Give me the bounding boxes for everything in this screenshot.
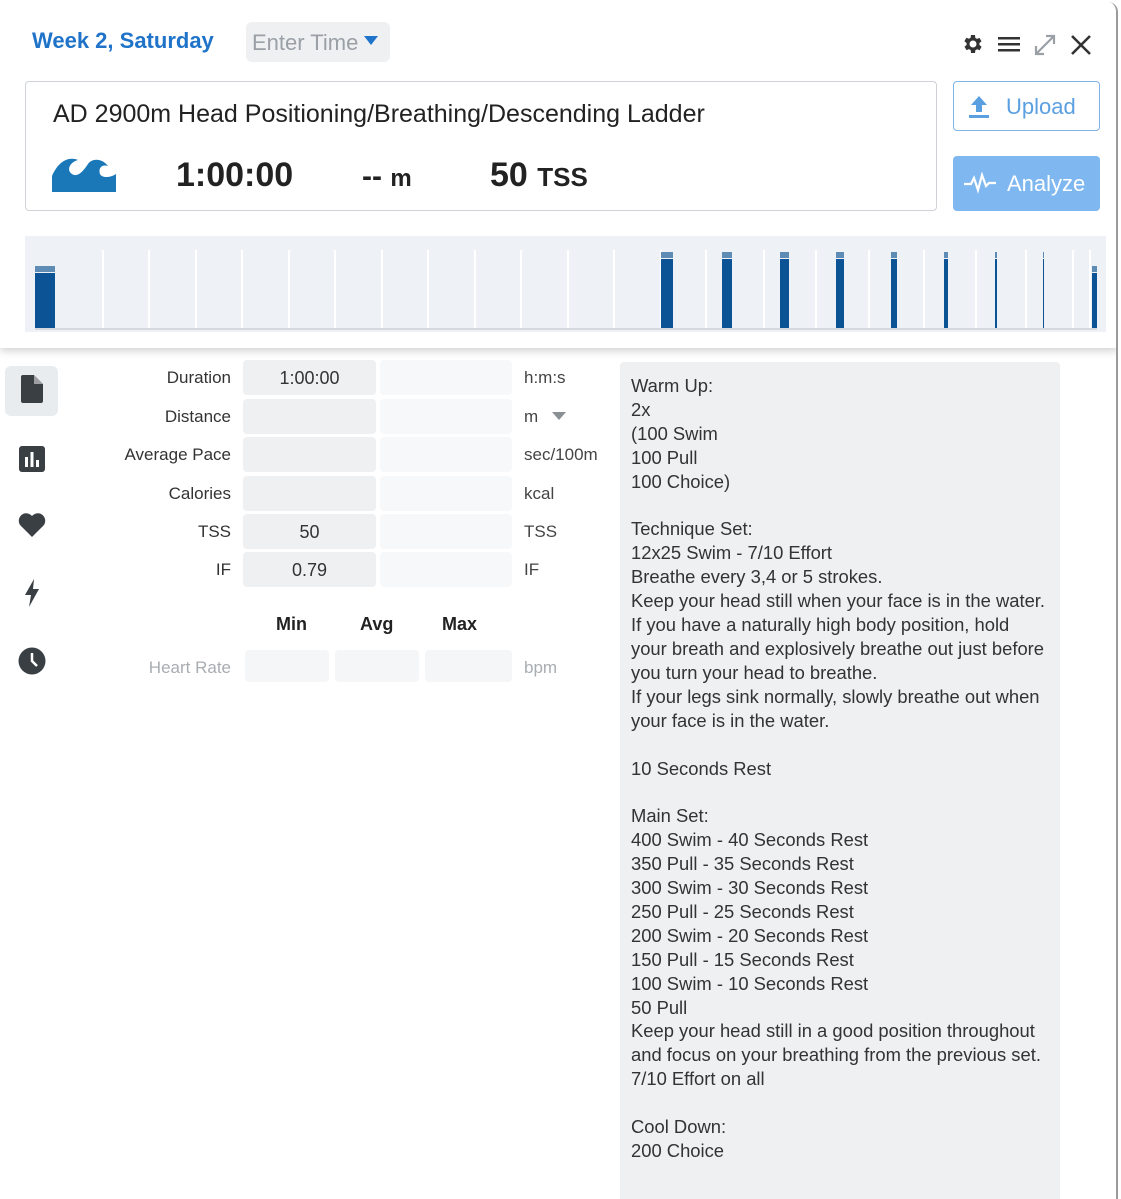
- field-label: Average Pace: [124, 445, 231, 464]
- interval-bar-cap: [35, 266, 55, 272]
- week-title[interactable]: Week 2, Saturday: [32, 28, 214, 53]
- upload-icon: [968, 94, 990, 126]
- distance-stat: [362, 160, 412, 194]
- interval-separator: [381, 250, 383, 328]
- tss-planned-input[interactable]: 50: [243, 514, 376, 549]
- field-unit: kcal: [524, 484, 555, 503]
- field-label: Calories: [168, 484, 231, 503]
- interval-separator: [705, 250, 707, 328]
- if-completed-input[interactable]: [380, 552, 512, 587]
- chart-icon: [19, 446, 45, 477]
- field-unit: h:m:s: [524, 368, 566, 387]
- avg-header: Avg: [360, 614, 394, 634]
- field-unit: IF: [524, 560, 540, 579]
- analyze-button[interactable]: [953, 156, 1100, 211]
- duration-completed-input[interactable]: [380, 360, 512, 395]
- gear-icon[interactable]: [960, 32, 984, 61]
- interval-bar[interactable]: [722, 259, 732, 328]
- interval-separator: [334, 250, 336, 328]
- interval-separator: [613, 250, 615, 328]
- interval-separator: [868, 250, 870, 328]
- tss-unit: TSS: [537, 162, 588, 192]
- distance-unit: m: [390, 165, 412, 192]
- workout-title[interactable]: AD 2900m Head Positioning/Breathing/Descending Ladder: [53, 100, 705, 128]
- interval-bar[interactable]: [35, 273, 55, 328]
- interval-bar-cap: [1092, 266, 1097, 272]
- distance-value: --: [362, 160, 382, 193]
- interval-bar-cap: [891, 252, 897, 258]
- upload-label: Upload: [1006, 94, 1076, 119]
- side-nav-time[interactable]: [5, 638, 58, 688]
- field-row-pace: [0, 437, 615, 473]
- pace-completed-input[interactable]: [380, 437, 512, 472]
- tss-value: 50: [490, 156, 528, 194]
- min-header: Min: [276, 614, 307, 634]
- swim-wave-icon: [52, 154, 116, 197]
- field-label: Duration: [166, 368, 231, 387]
- interval-bar[interactable]: [836, 259, 844, 328]
- field-row-distance: [0, 399, 615, 435]
- close-icon[interactable]: [1068, 32, 1094, 63]
- analyze-label: Analyze: [1007, 171, 1086, 196]
- side-nav-power[interactable]: [5, 570, 58, 620]
- interval-bar[interactable]: [995, 259, 997, 328]
- interval-bar-cap: [780, 252, 789, 258]
- interval-separator: [1072, 250, 1074, 328]
- interval-separator: [520, 250, 522, 328]
- interval-bar-cap: [1043, 252, 1044, 258]
- interval-separator: [1089, 250, 1091, 328]
- interval-bar-cap: [995, 252, 997, 258]
- calories-planned-input[interactable]: [243, 476, 376, 511]
- structure-bars: [25, 236, 1106, 332]
- interval-bar[interactable]: [944, 259, 948, 328]
- interval-separator: [427, 250, 429, 328]
- workout-modal: [0, 2, 1118, 1199]
- workout-header: [0, 2, 1118, 348]
- field-row-duration: [0, 360, 615, 396]
- pace-planned-input[interactable]: [243, 437, 376, 472]
- interval-separator: [763, 250, 765, 328]
- interval-separator: [148, 250, 150, 328]
- interval-separator: [474, 250, 476, 328]
- interval-separator: [923, 250, 925, 328]
- interval-bar-cap: [661, 252, 673, 258]
- workout-summary-card: [25, 81, 937, 211]
- document-icon: [21, 375, 43, 408]
- field-row-tss: [0, 514, 615, 550]
- pulse-icon: [963, 172, 997, 200]
- field-unit: sec/100m: [524, 445, 598, 464]
- field-unit: TSS: [524, 522, 558, 541]
- interval-bar[interactable]: [661, 259, 673, 328]
- interval-bar[interactable]: [1043, 259, 1044, 328]
- field-row-calories: [0, 476, 615, 512]
- if-planned-input[interactable]: 0.79: [243, 552, 376, 587]
- interval-bar[interactable]: [1092, 273, 1097, 328]
- side-nav-heart[interactable]: [5, 502, 58, 552]
- upload-button[interactable]: [953, 81, 1100, 131]
- interval-separator: [102, 250, 104, 328]
- interval-separator: [975, 250, 977, 328]
- field-label: Distance: [164, 407, 231, 426]
- workout-structure-chart[interactable]: [25, 236, 1106, 332]
- side-nav-stats[interactable]: [5, 436, 58, 486]
- field-label: IF: [215, 560, 231, 579]
- interval-bar-cap: [944, 252, 948, 258]
- enter-time-dropdown[interactable]: [246, 22, 390, 62]
- tss-completed-input[interactable]: [380, 514, 512, 549]
- duration-stat: 1:00:00: [176, 156, 294, 194]
- distance-planned-input[interactable]: [243, 399, 376, 434]
- heart-rate-max-input[interactable]: [425, 650, 512, 682]
- interval-separator: [815, 250, 817, 328]
- calories-completed-input[interactable]: [380, 476, 512, 511]
- interval-separator: [195, 250, 197, 328]
- interval-bar[interactable]: [780, 259, 789, 328]
- interval-separator: [1025, 250, 1027, 328]
- heart-rate-unit: bpm: [524, 658, 558, 677]
- enter-time-placeholder: Enter Time: [252, 30, 359, 55]
- field-row-if: [0, 552, 615, 588]
- caret-down-icon: [364, 36, 378, 45]
- clock-icon: [18, 647, 46, 680]
- duration-planned-input[interactable]: 1:00:00: [243, 360, 376, 395]
- workout-description[interactable]: Warm Up: 2x (100 Swim 100 Pull 100 Choice) Technique Set: 12x25 Swim - 7/10 Effort Breathe every 3,4 or 5 strokes. Keep your head still when your face is in the water. If you have a naturally high body position, hold your breath and explosively breathe out just before you turn your head to breathe. If your legs sink normally, slowly breathe out when your face is in the water. 10 Seconds Rest Main Set: 400 Swim - 40 Seconds Rest 350 Pull - 35 Seconds Rest 300 Swim - 30 Seconds Rest 250 Pull - 25 Seconds Rest 200 Swim - 20 Seconds Rest 150 Pull - 15 Seconds Rest 100 Swim - 10 Seconds Rest 50 Pull Keep your head still in a good position throughout and focus on your breathing from the previous set. 7/10 Effort on all Cool Down: 200 Choice: [620, 362, 1060, 1199]
- bolt-icon: [24, 579, 40, 612]
- menu-icon[interactable]: [996, 32, 1022, 61]
- heart-icon: [18, 512, 46, 543]
- distance-unit-select[interactable]: m: [524, 407, 539, 426]
- chart-baseline: [35, 328, 1097, 330]
- heart-rate-avg-input[interactable]: [335, 650, 419, 682]
- field-label: TSS: [197, 522, 231, 541]
- side-nav-details[interactable]: [5, 366, 58, 416]
- expand-icon[interactable]: [1032, 32, 1058, 63]
- distance-completed-input[interactable]: [380, 399, 512, 434]
- interval-bar[interactable]: [891, 259, 897, 328]
- tss-stat: [490, 156, 588, 195]
- interval-bar-cap: [836, 252, 844, 258]
- caret-down-icon[interactable]: [552, 412, 566, 420]
- max-header: Max: [442, 614, 478, 634]
- heart-rate-min-input[interactable]: [245, 650, 329, 682]
- interval-bar-cap: [722, 252, 732, 258]
- interval-separator: [241, 250, 243, 328]
- interval-separator: [288, 250, 290, 328]
- heart-rate-label: Heart Rate: [148, 658, 231, 677]
- interval-separator: [567, 250, 569, 328]
